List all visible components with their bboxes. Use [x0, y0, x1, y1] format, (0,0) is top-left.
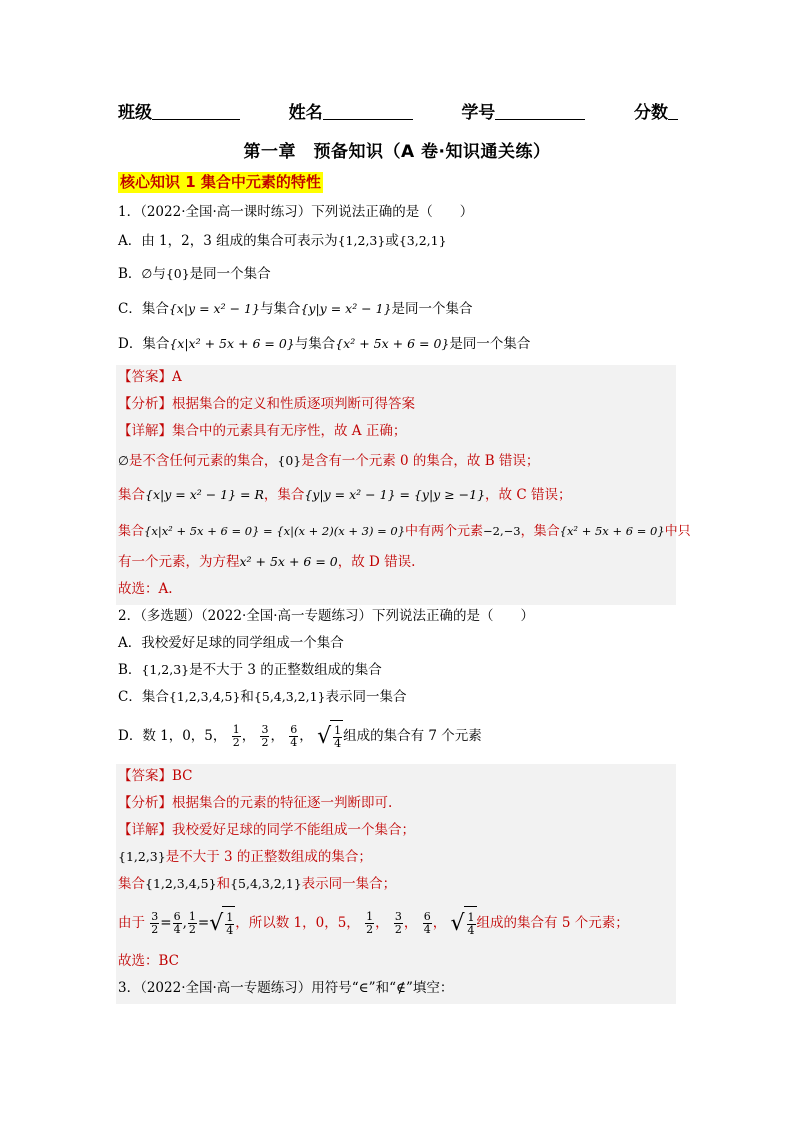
q2-option-c-text: 表示同一集合 — [325, 689, 407, 705]
comma: ， — [241, 728, 256, 744]
q1-option-b-label: B． — [118, 266, 142, 282]
fraction — [333, 725, 342, 750]
math: ∅ — [141, 266, 153, 281]
q2-detail-line-4 — [118, 906, 629, 941]
answer-value: BC — [172, 768, 193, 784]
q2-option-c-text: 和 — [240, 689, 254, 705]
frac-num: 1 — [188, 910, 196, 923]
radicand — [222, 906, 235, 941]
q1-option-b — [118, 265, 271, 283]
detail-text: 是不含任何元素的集合， — [128, 453, 278, 469]
fraction — [150, 911, 159, 936]
detail-text: 我校爱好足球的同学不能组成一个集合； — [172, 822, 415, 838]
detail-text: 集合 — [118, 487, 145, 503]
q1-option-a-text: A．由 1，2，3 组成的集合可表示为 — [118, 233, 338, 249]
q1-option-c-label: C．集合 — [118, 301, 169, 317]
frac-den: 2 — [394, 923, 402, 936]
radical-sign-icon: √ — [209, 910, 224, 936]
name-label: 姓名 — [288, 103, 323, 123]
frac-num: 1 — [226, 911, 234, 924]
q2-answer — [118, 767, 193, 785]
comma: ， — [403, 915, 418, 931]
q1-option-d-text: 与集合 — [294, 336, 336, 352]
fraction — [289, 724, 298, 749]
analysis-text: 根据集合的定义和性质逐项判断可得答案 — [172, 396, 415, 412]
page-title: 第一章 预备知识（A 卷·知识通关练） — [243, 142, 551, 162]
detail-text: ，故 C 错误； — [485, 487, 572, 503]
math: {5,4,3,2,1} — [230, 876, 302, 891]
math: {1,2,3,4,5} — [168, 689, 241, 704]
detail-text: 组成的集合有 5 个元素； — [476, 915, 629, 931]
frac-num: 6 — [423, 910, 431, 923]
frac-num: 3 — [261, 723, 269, 736]
math: {5,4,3,2,1} — [253, 689, 326, 704]
fraction — [188, 911, 197, 936]
detail-text: 集合 — [118, 524, 145, 539]
frac-den: 2 — [366, 923, 374, 936]
detail-text: 有一个元素，为方程 — [118, 554, 240, 570]
frac-den: 4 — [290, 736, 298, 749]
math: {1,2,3} — [141, 662, 190, 677]
detail-text: 中只 — [664, 524, 691, 539]
frac-num: 6 — [173, 910, 181, 923]
q1-option-a-or: 或 — [385, 233, 399, 249]
q2-option-b-label: B． — [118, 662, 142, 678]
math: {x² + 5x + 6 = 0} — [335, 336, 450, 351]
q2-detail-line-2 — [118, 848, 372, 866]
detail-text: 中有两个元素 — [405, 524, 484, 539]
q1-choice: 故选：A. — [118, 581, 173, 597]
score-blank[interactable] — [668, 103, 678, 120]
score-label: 分数 — [633, 103, 668, 123]
class-field[interactable] — [118, 98, 240, 123]
math: {1,2,3} — [118, 849, 166, 864]
math: {x|x² + 5x + 6 = 0} — [169, 336, 295, 351]
sqrt-expression — [209, 906, 235, 941]
frac-den: 2 — [261, 736, 269, 749]
fraction — [423, 911, 432, 936]
equals-sign: = — [160, 915, 172, 931]
student-info-header — [118, 98, 678, 123]
comma: ， — [270, 728, 284, 744]
detail-tag: 【详解】 — [118, 822, 172, 838]
math: {1,2,3,4,5} — [145, 876, 217, 891]
comma: , — [182, 915, 187, 931]
math: {x|y = x² − 1} — [168, 301, 260, 316]
math: {3,2,1} — [398, 233, 447, 248]
q1-detail — [118, 422, 406, 440]
q1-option-d — [118, 335, 530, 353]
q2-option-d-text: 组成的集合有 7 个元素 — [343, 728, 482, 744]
fraction — [232, 724, 241, 749]
analysis-tag: 【分析】 — [118, 795, 172, 811]
fraction — [260, 724, 269, 749]
math: {0} — [277, 453, 302, 468]
detail-text: ，集合 — [520, 524, 560, 539]
comma: ， — [432, 915, 447, 931]
detail-text: 是含有一个元素 0 的集合，故 B 错误； — [301, 453, 540, 469]
detail-text: 由于 — [118, 915, 145, 931]
q2-option-b-text: 是不大于 3 的正整数组成的集合 — [189, 662, 382, 678]
score-field[interactable] — [634, 98, 678, 123]
q3-stem: 3．（2022·全国·高一专题练习）用符号“∈”和“∉”填空： — [118, 980, 454, 996]
detail-text: 表示同一集合； — [301, 876, 397, 892]
class-label: 班级 — [118, 103, 152, 123]
fraction — [394, 911, 403, 936]
frac-num: 1 — [334, 724, 342, 737]
section-heading: 核心知识 1 集合中元素的特性 — [120, 173, 321, 191]
frac-num: 6 — [290, 723, 298, 736]
frac-den: 2 — [232, 736, 240, 749]
q1-detail-line-2 — [118, 452, 539, 470]
answer-tag: 【答案】 — [118, 768, 172, 784]
math: {y|y = x² − 1} — [300, 301, 392, 316]
math: −2,−3 — [483, 524, 521, 538]
detail-text: 和 — [216, 876, 231, 892]
frac-den: 4 — [173, 923, 181, 936]
fraction — [173, 911, 182, 936]
frac-num: 3 — [151, 910, 159, 923]
q1-answer — [118, 368, 182, 386]
q2-option-a: A．我校爱好足球的同学组成一个集合 — [118, 635, 344, 651]
student-id-label: 学号 — [461, 103, 496, 123]
q1-stem: 1．（2022·全国·高一课时练习）下列说法正确的是（ ） — [118, 204, 474, 220]
q1-option-c-text: 是同一个集合 — [391, 301, 473, 317]
frac-den: 4 — [467, 924, 475, 937]
q1-detail-line-4 — [118, 522, 691, 541]
detail-tag: 【详解】 — [118, 423, 172, 439]
q1-option-b-text: 是同一个集合 — [189, 266, 271, 282]
fraction — [467, 912, 476, 937]
detail-text: ，集合 — [263, 487, 305, 503]
answer-tag: 【答案】 — [118, 369, 172, 385]
math: x² + 5x + 6 = 0 — [239, 554, 338, 569]
q2-option-b — [118, 661, 382, 679]
frac-num: 1 — [366, 910, 374, 923]
frac-den: 4 — [423, 923, 431, 936]
q2-detail-line-3 — [118, 875, 396, 893]
comma: ， — [375, 915, 389, 931]
q2-detail — [118, 821, 415, 839]
detail-text: 集合 — [118, 876, 145, 892]
q1-detail-line-3 — [118, 486, 571, 504]
answer-value: A — [172, 369, 182, 385]
frac-num: 1 — [467, 911, 475, 924]
math: {1,2,3} — [337, 233, 386, 248]
student-id-field[interactable] — [461, 98, 585, 123]
detail-text: 是不大于 3 的正整数组成的集合； — [165, 849, 372, 865]
frac-num: 1 — [232, 723, 240, 736]
q1-option-d-text: 是同一个集合 — [449, 336, 531, 352]
q1-option-a — [118, 232, 447, 250]
q2-option-c — [118, 688, 407, 706]
detail-text: 集合中的元素具有无序性，故 A 正确； — [172, 423, 407, 439]
q1-option-d-label: D．集合 — [118, 336, 170, 352]
q2-choice: 故选：BC — [118, 953, 180, 969]
fraction — [225, 912, 234, 937]
radical-sign-icon: √ — [450, 910, 465, 936]
q1-option-c — [118, 300, 473, 318]
name-blank[interactable] — [323, 103, 413, 120]
student-id-blank[interactable] — [495, 103, 585, 120]
math: {x|x² + 5x + 6 = 0} = {x|(x + 2)(x + 3) = 0} — [144, 524, 406, 538]
math: {x² + 5x + 6 = 0} — [559, 524, 665, 538]
radicand — [464, 906, 477, 941]
analysis-tag: 【分析】 — [118, 396, 172, 412]
math: {0} — [165, 266, 190, 281]
radicand — [330, 720, 343, 753]
comma: ， — [299, 728, 313, 744]
sqrt-expression — [317, 720, 343, 753]
detail-text: ，故 D 错误. — [337, 554, 416, 570]
sqrt-expression — [451, 906, 477, 941]
detail-text: ，所以数 1，0，5， — [235, 915, 360, 931]
frac-den: 4 — [334, 737, 342, 750]
q2-option-d-label: D．数 1，0，5， — [118, 728, 227, 744]
frac-den: 2 — [151, 923, 159, 936]
name-field[interactable] — [289, 98, 413, 123]
frac-den: 2 — [188, 923, 196, 936]
q2-option-d — [118, 720, 482, 753]
equals-sign: = — [197, 915, 210, 931]
math: {x|y = x² − 1} = R — [145, 487, 264, 502]
q2-stem: 2．（多选题）（2022·全国·高一专题练习）下列说法正确的是（ ） — [118, 608, 535, 624]
analysis-text: 根据集合的元素的特征逐一判断即可. — [172, 795, 393, 811]
q1-option-c-text: 与集合 — [259, 301, 301, 317]
class-blank[interactable] — [152, 103, 240, 120]
radical-sign-icon: √ — [317, 723, 332, 749]
frac-den: 4 — [226, 924, 234, 937]
q1-analysis — [118, 395, 415, 413]
fraction — [365, 911, 374, 936]
q1-option-b-text: 与 — [152, 266, 166, 282]
q2-option-c-label: C．集合 — [118, 689, 169, 705]
q1-detail-line-5 — [118, 553, 415, 571]
q2-analysis — [118, 794, 392, 812]
frac-num: 3 — [394, 910, 402, 923]
math: {y|y = x² − 1} = {y|y ≥ −1} — [304, 487, 486, 502]
math: ∅ — [118, 453, 129, 468]
